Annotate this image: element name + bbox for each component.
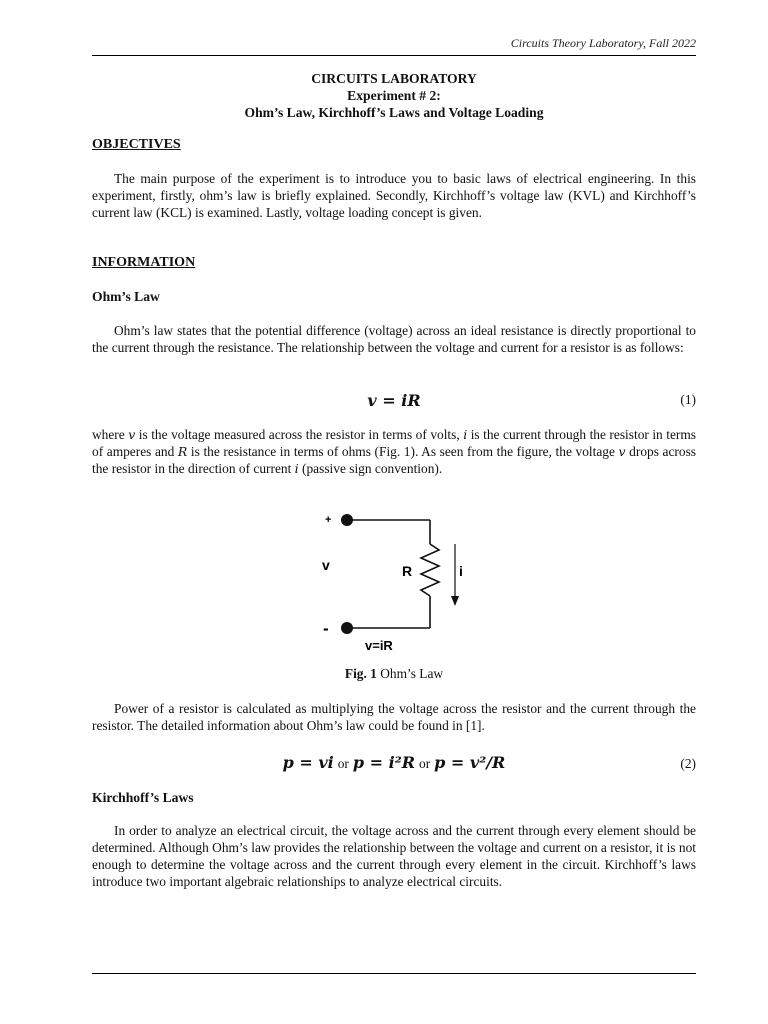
- equation-2: [92, 753, 696, 773]
- i-label: i: [459, 563, 463, 579]
- kirchhoff-paragraph-1: In order to analyze an electrical circuit, the voltage across and the current through every element should be determined. Although Ohm’s law provides the relationship between the voltage and current on a resistor, it is not enough to determine the voltage across and the current through every element in the circuit. Kirchhoff’s laws introduce two important algebraic relationships to analyze electrical circuits.: [92, 823, 696, 889]
- var-i: i: [463, 427, 468, 442]
- equation-1-number: (1): [680, 392, 696, 407]
- ohms-law-paragraph-3: Power of a resistor is calculated as multiplying the voltage across the resistor and the current through the resistor. The detailed information about Ohm’s law could be found in [1].: [92, 701, 696, 733]
- title-line-2: Experiment # 2:: [347, 88, 441, 103]
- ohms-law-paragraph-2: [92, 426, 696, 477]
- equation-2-body: [92, 753, 696, 772]
- var-i: i: [294, 461, 299, 476]
- ohms-law-paragraph-1: Ohm’s law states that the potential difference (voltage) across an ideal resistance is directly proportional to the current through the resistance. The relationship between the voltage and current for a resistor is as follows:: [92, 323, 696, 355]
- var-v: v: [618, 444, 626, 459]
- eq2-part-b: p = i²R: [352, 753, 416, 772]
- footer-rule: [92, 973, 696, 974]
- v-label: v: [322, 557, 330, 573]
- resistor-symbol: [421, 544, 439, 596]
- var-r: R: [177, 444, 188, 459]
- text-run: drops across the resistor in the direction of current: [92, 444, 696, 476]
- title-line-3: Ohm’s Law, Kirchhoff’s Laws and Voltage Loading: [244, 105, 544, 120]
- plus-label: +: [325, 514, 332, 526]
- formula-label: v=iR: [365, 638, 393, 653]
- eq2-part-c: p = v²/R: [434, 753, 506, 772]
- equation-1-body: v = iR: [367, 391, 421, 410]
- var-v: v: [128, 427, 136, 442]
- title-line-1: CIRCUITS LABORATORY: [311, 71, 477, 86]
- running-header: Circuits Theory Laboratory, Fall 2022: [510, 36, 696, 50]
- caption-label: Fig. 1: [344, 666, 377, 681]
- r-label: R: [402, 563, 413, 579]
- text-run: is the resistance in terms of ohms (Fig. 1). As seen from the figure, the voltage: [187, 444, 619, 459]
- ohms-law-figure: [313, 504, 463, 656]
- text-run: where: [92, 427, 129, 442]
- eq2-or-2: or: [419, 756, 431, 771]
- ohms-law-subheading: Ohm’s Law: [92, 289, 160, 304]
- header-rule: [92, 55, 696, 56]
- equation-2-number: (2): [680, 756, 696, 771]
- text-run: is the voltage measured across the resistor in terms of volts,: [135, 427, 464, 442]
- objectives-heading: OBJECTIVES: [92, 137, 181, 152]
- text-run: (passive sign convention).: [298, 461, 443, 476]
- information-heading: INFORMATION: [92, 255, 196, 270]
- bottom-terminal: [341, 622, 353, 634]
- text-run: is the current through the resistor in terms of amperes and: [92, 427, 697, 459]
- eq2-part-a: p = vi: [282, 753, 334, 772]
- kirchhoff-subheading: Kirchhoff’s Laws: [92, 790, 194, 805]
- top-terminal: [341, 514, 353, 526]
- current-arrow-head: [451, 596, 459, 606]
- figure-caption: [92, 666, 696, 682]
- minus-label: -: [323, 619, 329, 638]
- objectives-paragraph: The main purpose of the experiment is to introduce you to basic laws of electrical engineering. In this experiment, firstly, ohm’s law is briefly explained. Secondly, Kirchhoff’s voltage law (KVL) and Kirchhoff’s current law (KCL) is examined. Lastly, voltage loading concept is given.: [92, 171, 696, 220]
- caption-text: Ohm’s Law: [376, 666, 444, 681]
- resistor-circuit-diagram: [313, 504, 463, 656]
- eq2-or-1: or: [337, 756, 349, 771]
- title-block: [92, 70, 696, 121]
- document-page: [92, 0, 696, 1024]
- equation-1: [92, 391, 696, 411]
